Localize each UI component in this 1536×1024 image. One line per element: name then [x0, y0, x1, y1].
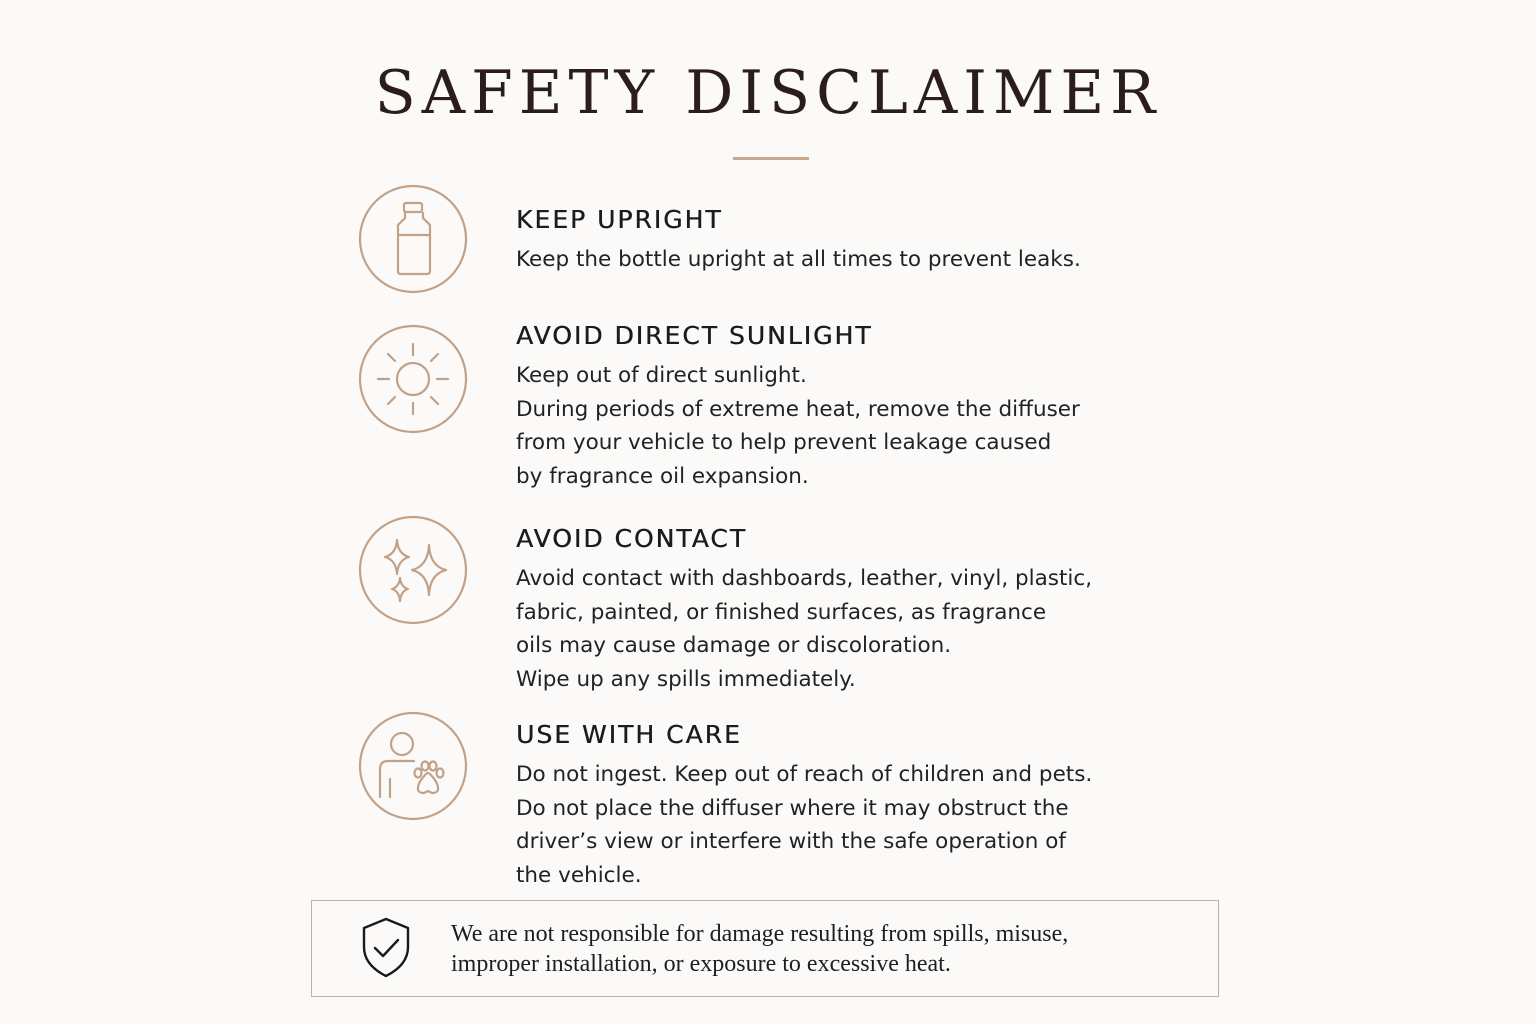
notice-line: We are not responsible for damage resulting from spills, misuse, — [451, 921, 1069, 947]
title-divider — [733, 157, 809, 160]
item-keep-upright — [516, 205, 1156, 277]
item-text-line: Avoid contact with dashboards, leather, vinyl, plastic, — [516, 566, 1093, 591]
item-avoid-direct-sunlight — [516, 321, 1156, 493]
sun-icon — [358, 324, 468, 434]
item-text-line: oils may cause damage or discoloration. — [516, 633, 952, 658]
shield-check-icon — [358, 915, 414, 981]
item-text-line: from your vehicle to help prevent leakage caused — [516, 430, 1052, 455]
item-heading: USE WITH CARE — [516, 720, 742, 749]
item-text-line: fabric, painted, or finished surfaces, as fragrance — [516, 599, 1047, 625]
item-avoid-contact — [516, 524, 1156, 696]
notice-line: improper installation, or exposure to excessive heat. — [451, 951, 951, 977]
notice-text — [451, 919, 1068, 979]
bottle-icon — [358, 184, 468, 294]
item-heading: AVOID DIRECT SUNLIGHT — [516, 321, 873, 350]
item-text-line: by fragrance oil expansion. — [516, 463, 809, 489]
person-pet-icon — [358, 711, 468, 821]
item-text-line: Do not place the diffuser where it may obstruct the — [516, 795, 1069, 821]
item-text-line: During periods of extreme heat, remove the diffuser — [516, 396, 1080, 422]
page-title: SAFETY DISCLAIMER — [374, 58, 1162, 128]
item-text-line: driver’s view or interfere with the safe operation of — [516, 829, 1066, 854]
item-heading: AVOID CONTACT — [516, 524, 747, 553]
item-text-line: Do not ingest. Keep out of reach of children and pets. — [516, 762, 1093, 787]
liability-notice — [311, 900, 1219, 997]
sparkles-icon — [358, 515, 468, 625]
item-text-line: the vehicle. — [516, 862, 642, 888]
item-text-line: Keep the bottle upright at all times to prevent leaks. — [516, 247, 1081, 272]
item-heading: KEEP UPRIGHT — [516, 205, 723, 234]
item-text-line: Keep out of direct sunlight. — [516, 363, 807, 388]
item-text-line: Wipe up any spills immediately. — [516, 666, 856, 692]
item-use-with-care — [516, 720, 1156, 892]
